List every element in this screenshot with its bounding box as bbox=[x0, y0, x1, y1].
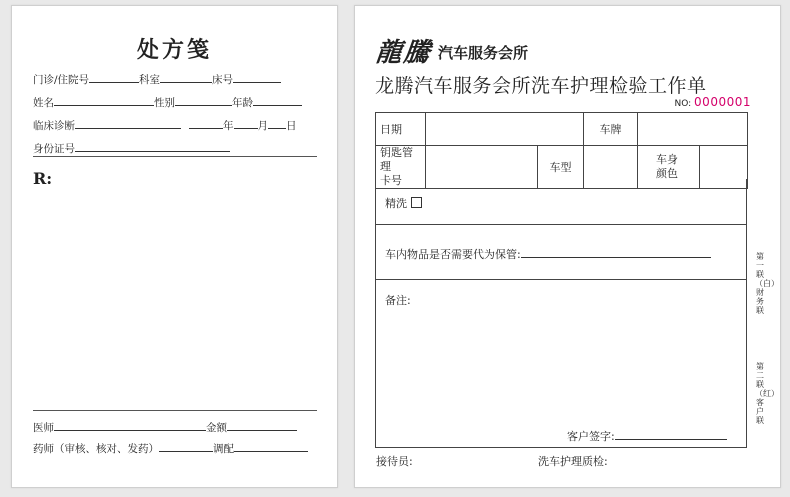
serial-value: 0000001 bbox=[694, 95, 751, 109]
row-pharmacist bbox=[33, 441, 308, 456]
row-clinic bbox=[33, 72, 281, 87]
remarks-box[interactable] bbox=[375, 280, 747, 448]
footer-divider bbox=[33, 410, 317, 411]
pharmacist-field[interactable] bbox=[159, 441, 213, 452]
customer-sign-label: 客户签字: bbox=[567, 430, 615, 443]
diagnosis-field[interactable] bbox=[75, 118, 181, 129]
age-label: 年龄 bbox=[232, 97, 253, 109]
date-cell[interactable] bbox=[426, 113, 584, 146]
serial-number bbox=[674, 95, 751, 109]
header-divider bbox=[33, 156, 317, 157]
name-label: 姓名 bbox=[33, 97, 54, 109]
prescription-form bbox=[11, 5, 338, 488]
diagnosis-label: 临床诊断 bbox=[33, 120, 75, 132]
row-id bbox=[33, 141, 230, 156]
dispense-label: 调配 bbox=[213, 443, 234, 455]
year-label: 年 bbox=[223, 120, 234, 132]
copy-label-customer: 第二联（红）客户联 bbox=[755, 362, 779, 425]
plate-cell[interactable] bbox=[638, 113, 748, 146]
model-label: 车型 bbox=[538, 146, 584, 189]
work-order-title: 龙腾汽车服务会所洗车护理检验工作单 bbox=[375, 75, 707, 97]
prescription-title: 处方笺 bbox=[136, 37, 212, 63]
receptionist-label: 接待员: bbox=[376, 455, 413, 468]
key-card-label: 钥匙管理 卡号 bbox=[376, 146, 426, 189]
brand-name: 汽车服务会所 bbox=[438, 44, 529, 62]
row-diagnosis bbox=[33, 118, 297, 133]
year-field[interactable] bbox=[189, 118, 223, 129]
row-doctor bbox=[33, 420, 297, 435]
gender-label: 性别 bbox=[154, 97, 175, 109]
rx-label: R: bbox=[33, 169, 53, 188]
fine-wash-checkbox[interactable] bbox=[411, 197, 422, 208]
clinic-no-field[interactable] bbox=[89, 72, 139, 83]
amount-label: 金额 bbox=[206, 422, 227, 434]
date-label: 日期 bbox=[376, 113, 426, 146]
remarks-label: 备注: bbox=[385, 294, 411, 307]
body-color-label: 车身 颜色 bbox=[638, 146, 700, 189]
doctor-field[interactable] bbox=[54, 420, 206, 431]
id-no-field[interactable] bbox=[75, 141, 230, 152]
belongings-row bbox=[375, 225, 747, 280]
name-field[interactable] bbox=[54, 95, 154, 106]
bed-no-field[interactable] bbox=[233, 72, 281, 83]
dispense-field[interactable] bbox=[234, 441, 308, 452]
belongings-label: 车内物品是否需要代为保管: bbox=[385, 248, 521, 261]
info-grid bbox=[375, 112, 748, 189]
day-field[interactable] bbox=[268, 118, 286, 129]
plate-label: 车牌 bbox=[584, 113, 638, 146]
age-field[interactable] bbox=[253, 95, 302, 106]
gender-field[interactable] bbox=[175, 95, 232, 106]
bed-no-label: 床号 bbox=[212, 74, 234, 86]
id-no-label: 身份证号 bbox=[33, 143, 75, 155]
copy-label-finance: 第一联（白）财务联 bbox=[755, 252, 779, 315]
fine-wash-row bbox=[375, 179, 747, 225]
day-label: 日 bbox=[286, 120, 297, 132]
belongings-field[interactable] bbox=[521, 248, 711, 258]
brand-script-logo: 龍騰 bbox=[374, 38, 434, 68]
inspector-label: 洗车护理质检: bbox=[538, 455, 608, 468]
amount-field[interactable] bbox=[227, 420, 297, 431]
customer-sign-field[interactable] bbox=[615, 430, 727, 440]
work-order-form bbox=[354, 5, 781, 488]
pharmacist-label: 药师（审核、核对、发药） bbox=[33, 443, 159, 455]
row-name bbox=[33, 95, 302, 110]
month-label: 月 bbox=[257, 120, 268, 132]
fine-wash-label: 精洗 bbox=[385, 197, 407, 210]
department-label: 科室 bbox=[139, 74, 161, 86]
serial-label: NO: bbox=[674, 99, 692, 109]
department-field[interactable] bbox=[160, 72, 212, 83]
brand-logo bbox=[376, 32, 528, 69]
month-field[interactable] bbox=[234, 118, 258, 129]
clinic-no-label: 门诊/住院号 bbox=[33, 74, 90, 86]
doctor-label: 医师 bbox=[33, 422, 54, 434]
